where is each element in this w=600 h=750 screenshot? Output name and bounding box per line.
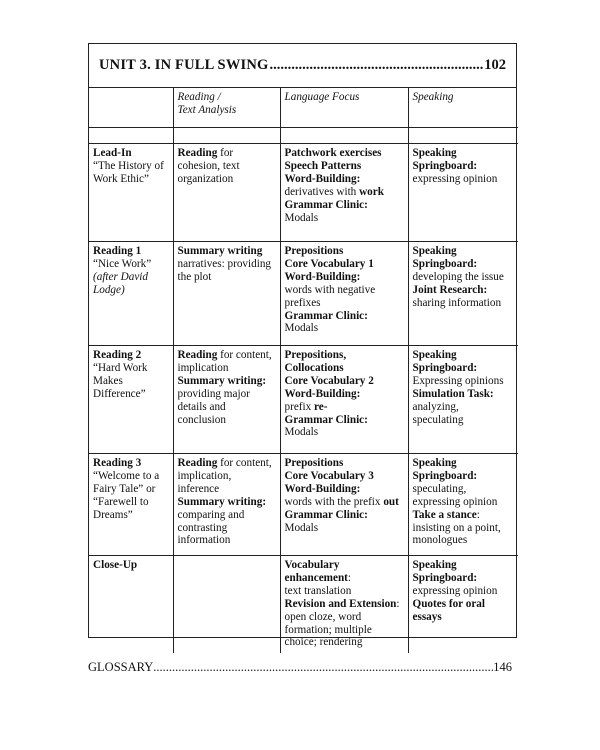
table-row bbox=[89, 556, 518, 654]
speaking-cell: Speaking Springboard: expressing opinion Quotes for oral essays bbox=[408, 556, 518, 654]
reading-cell: Reading for content, implication, inference Summary writing: comparing and contrasting information bbox=[173, 454, 280, 556]
header-reading: Reading / Text Analysis bbox=[173, 88, 280, 128]
section-cell: Lead-In “The History of Work Ethic” bbox=[89, 144, 173, 242]
table-row bbox=[89, 346, 518, 454]
speaking-cell: Speaking Springboard: expressing opinion bbox=[408, 144, 518, 242]
table-row bbox=[89, 242, 518, 346]
unit-title: UNIT 3. IN FULL SWING bbox=[99, 57, 269, 73]
speaking-cell: Speaking Springboard: Expressing opinions Simulation Task: analyzing, speculating bbox=[408, 346, 518, 454]
language-cell: Patchwork exercises Speech Patterns Word-Building: derivatives with work Grammar Clinic: Modals bbox=[280, 144, 408, 242]
spacer-row bbox=[89, 128, 518, 144]
reading-cell: Reading for content, implication Summary writing: providing major details and conclusion bbox=[173, 346, 280, 454]
glossary-page-number: 146 bbox=[493, 660, 512, 674]
language-cell: Prepositions Core Vocabulary 3 Word-Building: words with the prefix out Grammar Clinic: Modals bbox=[280, 454, 408, 556]
section-cell: Reading 1 “Nice Work” (after David Lodge) bbox=[89, 242, 173, 346]
section-cell: Reading 2 “Hard Work Makes Difference” bbox=[89, 346, 173, 454]
language-cell: Prepositions, Collocations Core Vocabulary 2 Word-Building: prefix re- Grammar Clinic: Modals bbox=[280, 346, 408, 454]
glossary-entry bbox=[88, 660, 512, 675]
unit-contents-table bbox=[89, 88, 518, 653]
speaking-cell: Speaking Springboard: speculating, expressing opinion Take a stance: insisting on a point, monologues bbox=[408, 454, 518, 556]
header-section bbox=[89, 88, 173, 128]
header-language-focus: Language Focus bbox=[280, 88, 408, 128]
speaking-cell: Speaking Springboard: developing the issue Joint Research: sharing information bbox=[408, 242, 518, 346]
reading-cell: Summary writing narratives: providing the plot bbox=[173, 242, 280, 346]
table-row bbox=[89, 454, 518, 556]
unit-header bbox=[89, 44, 516, 88]
table-row bbox=[89, 144, 518, 242]
table-header-row bbox=[89, 88, 518, 128]
leader-dots bbox=[270, 57, 484, 74]
leader-dots bbox=[153, 660, 493, 675]
unit-table-frame bbox=[88, 43, 517, 649]
language-cell: Vocabulary enhancement: text translation Revision and Extension: open cloze, word formation; multiple choice; rendering bbox=[280, 556, 408, 654]
header-speaking: Speaking bbox=[408, 88, 518, 128]
glossary-label: GLOSSARY bbox=[88, 660, 154, 674]
language-cell: Prepositions Core Vocabulary 1 Word-Building: words with negative prefixes Grammar Clinic: Modals bbox=[280, 242, 408, 346]
unit-page-number: 102 bbox=[484, 57, 506, 73]
section-cell: Reading 3 “Welcome to a Fairy Tale” or “Farewell to Dreams” bbox=[89, 454, 173, 556]
reading-cell: Reading for cohesion, text organization bbox=[173, 144, 280, 242]
reading-cell bbox=[173, 556, 280, 654]
section-cell: Close-Up bbox=[89, 556, 173, 654]
